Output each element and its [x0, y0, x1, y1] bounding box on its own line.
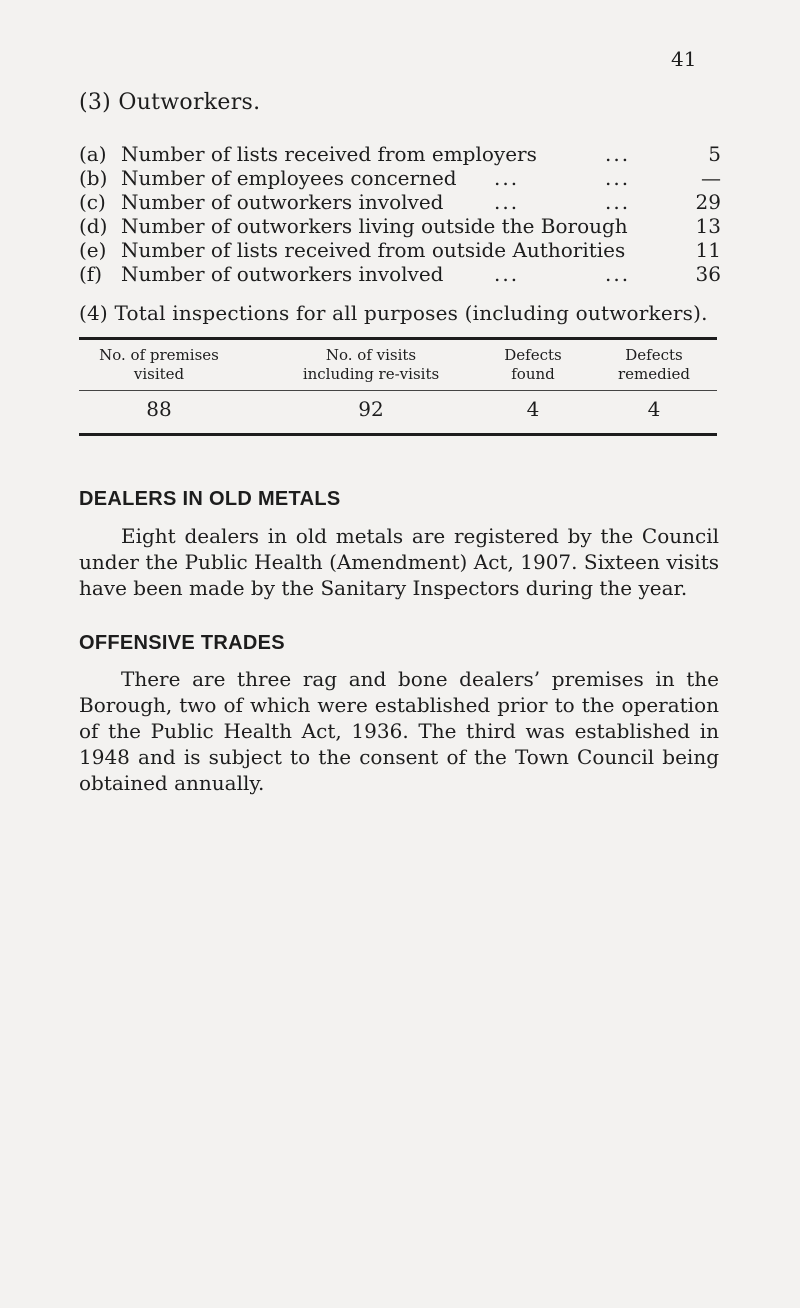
- list-item: [79, 190, 721, 214]
- item-value: 13: [695, 214, 721, 238]
- table-row: [79, 397, 717, 425]
- item-dots: ...: [494, 262, 520, 286]
- column-header-line: including re-visits: [302, 365, 440, 383]
- column-header-line: No. of premises: [99, 346, 219, 364]
- table-cell: 4: [526, 397, 540, 421]
- item-letter: (f): [79, 262, 103, 286]
- item-text: Number of lists received from employers: [121, 142, 537, 166]
- section-4-heading: (4) Total inspections for all purposes (including outworkers).: [79, 301, 708, 325]
- list-item: [79, 238, 721, 262]
- item-dots: ...: [494, 190, 520, 214]
- item-dots: ...: [605, 166, 631, 190]
- item-letter: (e): [79, 238, 107, 262]
- offensive-trades-paragraph: There are three rag and bone dealers’ premises in the Borough, two of which were established prior to the operation of the Public Health Act, 1936. The third was established in 1948 and is subject to the consent of the Town Council being obtained annually.: [79, 667, 719, 795]
- item-letter: (d): [79, 214, 108, 238]
- table-cell: 92: [358, 397, 384, 421]
- item-dots: ...: [605, 142, 631, 166]
- item-value: 29: [695, 190, 721, 214]
- table-header-rule: [79, 390, 717, 391]
- item-letter: (c): [79, 190, 106, 214]
- column-header-line: found: [511, 365, 555, 383]
- column-header: [599, 346, 709, 384]
- item-text: Number of outworkers involved: [121, 190, 444, 214]
- table-cell: 88: [146, 397, 172, 421]
- item-value: 11: [695, 238, 721, 262]
- column-header-line: visited: [133, 365, 185, 383]
- column-header: [271, 346, 471, 384]
- item-value: 36: [695, 262, 721, 286]
- item-letter: (a): [79, 142, 107, 166]
- list-item: [79, 214, 721, 238]
- column-header-line: remedied: [617, 365, 691, 383]
- column-header: [79, 346, 239, 384]
- column-header-line: Defects: [504, 346, 562, 364]
- list-item: [79, 262, 721, 286]
- offensive-trades-heading: OFFENSIVE TRADES: [79, 632, 285, 654]
- item-text: Number of lists received from outside Authorities: [121, 238, 626, 262]
- column-header-line: No. of visits: [325, 346, 417, 364]
- item-text: Number of employees concerned: [121, 166, 457, 190]
- item-value: —: [701, 166, 721, 190]
- table-cell: 4: [647, 397, 661, 421]
- table-bottom-rule: [79, 433, 717, 436]
- list-item: [79, 142, 721, 166]
- item-text: Number of outworkers living outside the Borough: [121, 214, 628, 238]
- page-number: 41: [671, 47, 697, 71]
- outworkers-list: [79, 142, 721, 286]
- column-header: [483, 346, 583, 384]
- item-dots: ...: [494, 166, 520, 190]
- item-dots: ...: [605, 262, 631, 286]
- item-letter: (b): [79, 166, 108, 190]
- inspections-table: [79, 337, 717, 436]
- column-header-line: Defects: [625, 346, 683, 364]
- item-text: Number of outworkers involved: [121, 262, 444, 286]
- dealers-heading: DEALERS IN OLD METALS: [79, 488, 341, 510]
- dealers-paragraph: Eight dealers in old metals are registered by the Council under the Public Health (Amendment) Act, 1907. Sixteen visits have been made by the Sanitary Inspectors during the year.: [79, 524, 719, 600]
- table-header: [79, 346, 717, 384]
- section-3-heading: (3) Outworkers.: [79, 90, 261, 115]
- list-item: [79, 166, 721, 190]
- item-dots: ...: [605, 190, 631, 214]
- item-value: 5: [708, 142, 721, 166]
- table-top-rule: [79, 337, 717, 340]
